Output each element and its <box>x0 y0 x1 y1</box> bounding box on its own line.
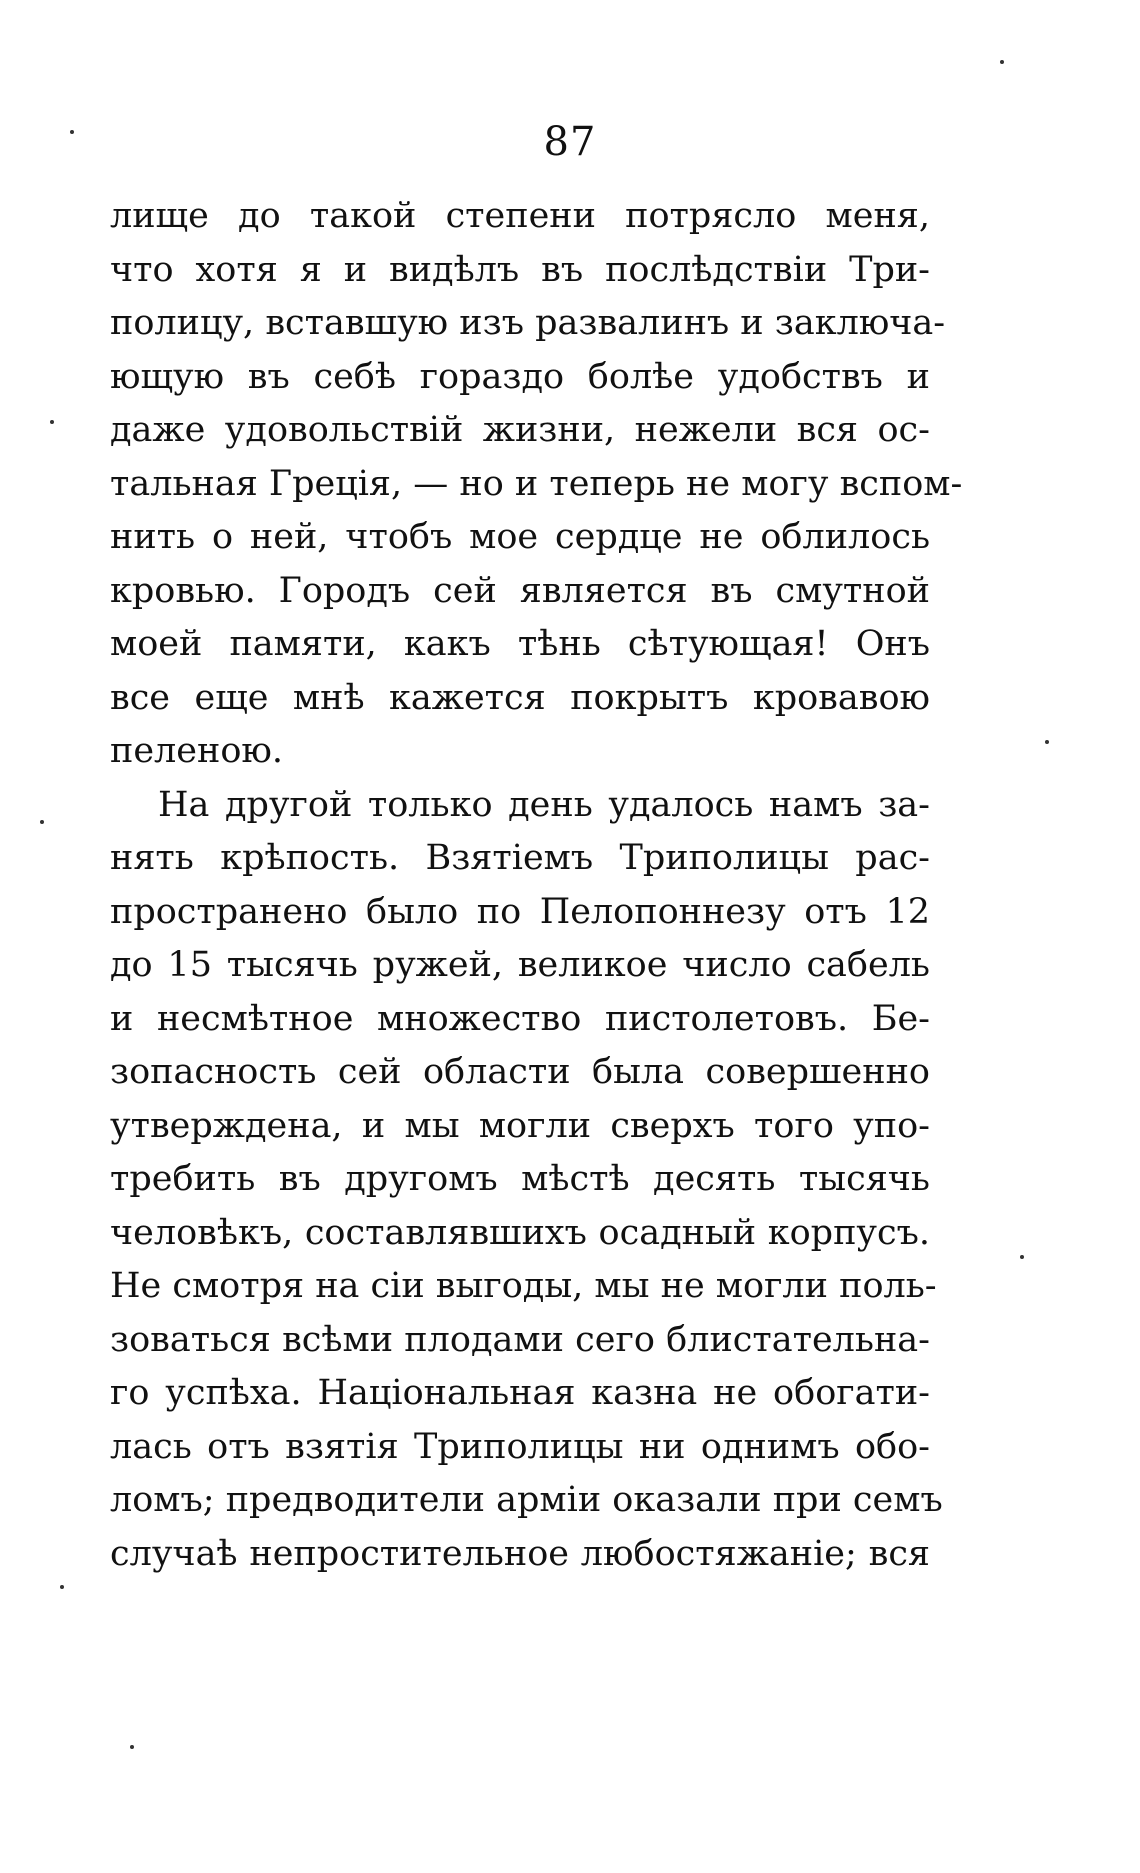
text-line: зоваться всѣми плодами сего блистательна- <box>110 1319 930 1360</box>
text-line: тальная Греція, — но и теперь не могу вспом- <box>110 463 963 504</box>
text-line: случаѣ непростительное любостяжаніе; вся <box>110 1533 930 1574</box>
text-line: пеленою. <box>110 731 283 771</box>
scan-speck <box>130 1745 134 1749</box>
paragraph-2 <box>110 779 943 1582</box>
text-line: нить о ней, чтобъ мое сердце не облилось <box>110 517 930 557</box>
body-text <box>110 190 963 1581</box>
page-number: 87 <box>543 119 597 165</box>
text-line: ющую въ себѣ гораздо болѣе удобствъ и <box>110 356 930 397</box>
scan-speck <box>70 130 74 134</box>
text-line: что хотя я и видѣлъ въ послѣдствіи Три- <box>110 249 930 290</box>
text-line: моей памяти, какъ тѣнь сѣтующая! Онъ <box>110 624 930 664</box>
text-line: до 15 тысячь ружей, великое число сабель <box>110 945 930 985</box>
text-line: человѣкъ, составлявшихъ осадный корпусъ. <box>110 1212 930 1253</box>
text-line: нять крѣпость. Взятіемъ Триполицы рас- <box>110 838 930 878</box>
text-line: кровью. Городъ сей является въ смутной <box>110 570 930 611</box>
text-line: лась отъ взятія Триполицы ни однимъ обо- <box>110 1426 930 1467</box>
text-line: Не смотря на сіи выгоды, мы не могли поль- <box>110 1266 937 1306</box>
text-line: и несмѣтное множество пистолетовъ. Бе- <box>110 998 930 1039</box>
scan-speck <box>1020 1255 1024 1259</box>
text-line: пространено было по Пелопоннезу отъ 12 <box>110 891 930 932</box>
scan-speck <box>50 420 54 424</box>
scan-speck <box>40 820 44 824</box>
text-line: требить въ другомъ мѣстѣ десять тысячь <box>110 1159 930 1199</box>
scan-speck <box>1045 740 1049 744</box>
text-line: ломъ; предводители арміи оказали при семъ <box>110 1480 943 1520</box>
paragraph-1 <box>110 190 963 779</box>
text-line: зопасность сей области была совершенно <box>110 1052 930 1092</box>
text-line: полицу, вставшую изъ развалинъ и заключа- <box>110 303 946 343</box>
text-line: лище до такой степени потрясло меня, <box>110 196 930 236</box>
text-line: утверждена, и мы могли сверхъ того упо- <box>110 1105 930 1146</box>
scan-speck <box>1000 60 1004 64</box>
text-line: все еще мнѣ кажется покрытъ кровавою <box>110 677 930 718</box>
text-line: даже удовольствій жизни, нежели вся ос- <box>110 410 930 450</box>
text-line: На другой только день удалось намъ за- <box>158 784 930 825</box>
text-line: го успѣха. Національная казна не обогати- <box>110 1373 930 1413</box>
scan-speck <box>60 1585 64 1589</box>
